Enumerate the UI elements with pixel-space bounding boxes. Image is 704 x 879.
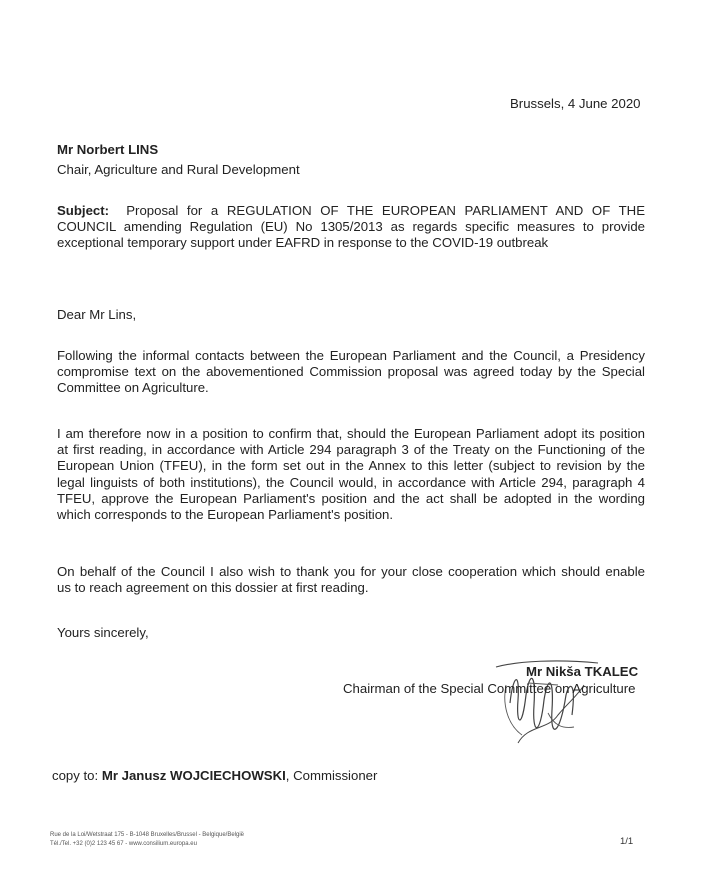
- paragraph-line: which corresponds to the European Parliament's position.: [57, 506, 394, 522]
- footer-contact: Tél./Tel. +32 (0)2 123 45 67 - www.consilium.europa.eu: [50, 841, 197, 847]
- paragraph-line: TFEU, approve the European Parliament's position and the act shall be adopted in the wording: [57, 490, 645, 506]
- paragraph-line: compromise text on the abovementioned Commission proposal was agreed today by the Special: [57, 364, 645, 380]
- paragraph-3: [57, 564, 645, 596]
- paragraph-line: On behalf of the Council I also wish to thank you for your close cooperation which should enable: [57, 564, 645, 579]
- copy-role: , Commissioner: [285, 768, 378, 783]
- subject-line-2: COUNCIL amending Regulation (EU) No 1305/2013 as regards specific measures to provide: [57, 219, 645, 235]
- footer-address: Rue de la Loi/Wetstraat 175 - B-1048 Bruxelles/Brussel - Belgique/België: [50, 832, 244, 838]
- copy-line: [52, 768, 377, 784]
- paragraph-line: Following the informal contacts between the European Parliament and the Council, a Presidency: [57, 348, 645, 363]
- addressee-name: Mr Norbert LINS: [57, 142, 159, 157]
- signatory-name: Mr Nikša TKALEC: [526, 664, 639, 679]
- paragraph-line: Committee on Agriculture.: [57, 380, 209, 396]
- page-number: 1/1: [620, 836, 634, 847]
- paragraph-1: [57, 348, 645, 397]
- copy-name: Mr Janusz WOJCIECHOWSKI: [101, 768, 286, 783]
- signatory-role: Chairman of the Special Committee on Agriculture: [343, 681, 636, 696]
- paragraph-line: European Union (TFEU), in the form set out in the Annex to this letter (subject to revision by the: [57, 458, 645, 474]
- subject-block: [57, 203, 645, 252]
- paragraph-line: legal linguists of both institutions), the Council would, in accordance with Article 294, paragraph 4: [57, 474, 645, 490]
- paragraph-2: [57, 426, 645, 523]
- subject-line-1: Subject: Proposal for a REGULATION OF THE EUROPEAN PARLIAMENT AND OF THE: [57, 203, 645, 218]
- subject-line-3: exceptional temporary support under EAFRD in response to the COVID-19 outbreak: [57, 235, 549, 251]
- subject-label: Subject:: [57, 203, 110, 218]
- closing: Yours sincerely,: [57, 625, 149, 640]
- addressee-title: Chair, Agriculture and Rural Development: [57, 162, 300, 177]
- paragraph-line: us to reach agreement on this dossier at first reading.: [57, 580, 369, 596]
- paragraph-line: I am therefore now in a position to confirm that, should the European Parliament adopt its position: [57, 426, 645, 441]
- paragraph-line: at first reading, in accordance with Article 294 paragraph 3 of the Treaty on the Functioning of the: [57, 442, 645, 458]
- letter-date: Brussels, 4 June 2020: [510, 96, 641, 111]
- salutation: Dear Mr Lins,: [57, 307, 137, 322]
- copy-label: copy to:: [52, 768, 99, 783]
